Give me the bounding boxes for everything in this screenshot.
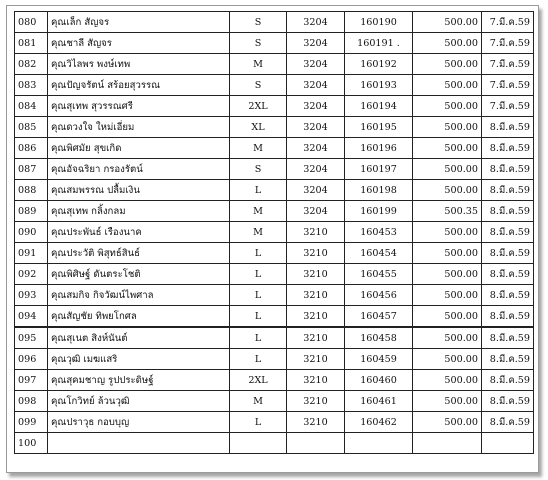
group-code-cell: 3210 [287,264,345,285]
table-row [15,306,534,328]
shirt-size-cell: L [230,327,287,349]
payment-date-cell: 8.มี.ค.59 [482,222,534,243]
table-row [15,201,534,222]
group-code-cell: 3210 [287,222,345,243]
shirt-size-cell: L [230,306,287,328]
shirt-size-cell: S [230,159,287,180]
amount-cell: 500.00 [413,75,482,96]
shirt-size-cell: 2XL [230,370,287,391]
amount-cell: 500.00 [413,285,482,306]
member-name-cell: คุณประพันธ์ เรืองนาค [48,222,230,243]
table-row [15,138,534,159]
payment-date-cell: 8.มี.ค.59 [482,327,534,349]
group-code-cell: 3204 [287,159,345,180]
group-code-cell: 3210 [287,306,345,328]
payment-date-cell: 8.มี.ค.59 [482,349,534,370]
row-number-cell: 100 [15,433,48,454]
amount-cell: 500.00 [413,349,482,370]
group-code-cell: 3210 [287,349,345,370]
member-name-cell: คุณพิศมัย สุขเกิด [48,138,230,159]
group-code-cell: 3204 [287,180,345,201]
receipt-number-cell: 160193 [345,75,413,96]
payment-date-cell: 7.มี.ค.59 [482,96,534,117]
receipt-number-cell: 160192 [345,54,413,75]
member-name-cell: คุณสุเทพ สุวรรณศรี [48,96,230,117]
receipt-number-cell: 160455 [345,264,413,285]
group-code-cell: 3210 [287,285,345,306]
member-name-cell [48,433,230,454]
receipt-number-cell: 160456 [345,285,413,306]
row-number-cell: 086 [15,138,48,159]
row-number-cell: 084 [15,96,48,117]
shirt-size-cell: M [230,391,287,412]
row-number-cell: 092 [15,264,48,285]
receipt-number-cell: 160191 . [345,33,413,54]
member-name-cell: คุณชาลี สัญจร [48,33,230,54]
row-number-cell: 087 [15,159,48,180]
table-row [15,327,534,349]
group-code-cell: 3204 [287,117,345,138]
payment-date-cell: 8.มี.ค.59 [482,285,534,306]
receipt-number-cell: 160194 [345,96,413,117]
group-code-cell [287,433,345,454]
receipt-number-cell: 160196 [345,138,413,159]
payment-date-cell: 7.มี.ค.59 [482,33,534,54]
receipt-number-cell: 160458 [345,327,413,349]
shirt-size-cell [230,433,287,454]
table-row [15,159,534,180]
group-code-cell: 3210 [287,327,345,349]
payment-date-cell: 8.มี.ค.59 [482,243,534,264]
member-name-cell: คุณเล็ก สัญจร [48,12,230,33]
amount-cell: 500.00 [413,12,482,33]
table-row [15,54,534,75]
group-code-cell: 3204 [287,33,345,54]
payment-date-cell [482,433,534,454]
group-code-cell: 3204 [287,201,345,222]
payment-date-cell: 8.มี.ค.59 [482,159,534,180]
row-number-cell: 098 [15,391,48,412]
table-row [15,180,534,201]
amount-cell: 500.00 [413,306,482,328]
payment-date-cell: 8.มี.ค.59 [482,180,534,201]
receipt-number-cell: 160462 [345,412,413,433]
group-code-cell: 3204 [287,96,345,117]
payment-date-cell: 8.มี.ค.59 [482,391,534,412]
shirt-size-cell: S [230,12,287,33]
amount-cell: 500.00 [413,370,482,391]
receipt-number-cell: 160460 [345,370,413,391]
row-number-cell: 081 [15,33,48,54]
amount-cell: 500.00 [413,243,482,264]
receipt-number-cell: 160195 [345,117,413,138]
group-code-cell: 3210 [287,391,345,412]
table-row [15,285,534,306]
amount-cell: 500.00 [413,391,482,412]
table-row [15,264,534,285]
row-number-cell: 082 [15,54,48,75]
payment-table [14,11,534,454]
member-name-cell: คุณสมพรรณ ปลื้มเงิน [48,180,230,201]
payment-date-cell: 7.มี.ค.59 [482,12,534,33]
table-row [15,75,534,96]
row-number-cell: 090 [15,222,48,243]
payment-date-cell: 8.มี.ค.59 [482,201,534,222]
amount-cell: 500.00 [413,96,482,117]
group-code-cell: 3210 [287,370,345,391]
member-name-cell: คุณสัญชัย ทิพยโกศล [48,306,230,328]
amount-cell: 500.00 [413,412,482,433]
row-number-cell: 093 [15,285,48,306]
shirt-size-cell: 2XL [230,96,287,117]
table-body [15,12,534,454]
member-name-cell: คุณสุเนต สิงห์นันต์ [48,327,230,349]
payment-date-cell: 8.มี.ค.59 [482,306,534,328]
member-name-cell: คุณวิไลพร พงษ์เทพ [48,54,230,75]
member-name-cell: คุณวุฒิ เมฆแสริ [48,349,230,370]
amount-cell: 500.35 [413,201,482,222]
shirt-size-cell: L [230,180,287,201]
member-name-cell: คุณประวัติ พิสุทธ์สินธ์ [48,243,230,264]
table-row [15,370,534,391]
document-page [6,5,539,473]
group-code-cell: 3204 [287,75,345,96]
table-row [15,412,534,433]
shirt-size-cell: M [230,222,287,243]
shirt-size-cell: L [230,285,287,306]
payment-date-cell: 8.มี.ค.59 [482,138,534,159]
shirt-size-cell: M [230,138,287,159]
amount-cell [413,433,482,454]
shirt-size-cell: L [230,264,287,285]
table-row [15,33,534,54]
member-name-cell: คุณสุคมชาญ รูปประดิษฐ์ [48,370,230,391]
receipt-number-cell: 160190 [345,12,413,33]
receipt-number-cell: 160459 [345,349,413,370]
receipt-number-cell: 160197 [345,159,413,180]
row-number-cell: 089 [15,201,48,222]
shirt-size-cell: L [230,349,287,370]
table-row [15,433,534,454]
group-code-cell: 3210 [287,412,345,433]
group-code-cell: 3210 [287,243,345,264]
row-number-cell: 091 [15,243,48,264]
receipt-number-cell: 160198 [345,180,413,201]
row-number-cell: 094 [15,306,48,328]
table-row [15,12,534,33]
member-name-cell: คุณโกวิทย์ ล้วนวุฒิ [48,391,230,412]
row-number-cell: 083 [15,75,48,96]
row-number-cell: 096 [15,349,48,370]
table-row [15,243,534,264]
payment-date-cell: 8.มี.ค.59 [482,264,534,285]
amount-cell: 500.00 [413,33,482,54]
member-name-cell: คุณปัญจรัตน์ สร้อยสุวรรณ [48,75,230,96]
row-number-cell: 080 [15,12,48,33]
amount-cell: 500.00 [413,138,482,159]
shirt-size-cell: L [230,412,287,433]
member-name-cell: คุณอัจฉริยา กรองรัตน์ [48,159,230,180]
receipt-number-cell: 160453 [345,222,413,243]
shirt-size-cell: L [230,243,287,264]
payment-date-cell: 8.มี.ค.59 [482,117,534,138]
member-name-cell: คุณดวงใจ ใหม่เอี่ยม [48,117,230,138]
group-code-cell: 3204 [287,54,345,75]
amount-cell: 500.00 [413,54,482,75]
amount-cell: 500.00 [413,180,482,201]
table-row [15,96,534,117]
row-number-cell: 085 [15,117,48,138]
table-row [15,349,534,370]
row-number-cell: 095 [15,327,48,349]
table-row [15,117,534,138]
receipt-number-cell: 160199 [345,201,413,222]
amount-cell: 500.00 [413,222,482,243]
amount-cell: 500.00 [413,327,482,349]
member-name-cell: คุณปราวุธ กอบบุญ [48,412,230,433]
receipt-number-cell: 160457 [345,306,413,328]
amount-cell: 500.00 [413,117,482,138]
receipt-number-cell [345,433,413,454]
amount-cell: 500.00 [413,159,482,180]
payment-date-cell: 7.มี.ค.59 [482,54,534,75]
member-name-cell: คุณพิศิษฐ์ ดันตระโชติ [48,264,230,285]
member-name-cell: คุณสมกิจ กิจวัฒน์ไพศาล [48,285,230,306]
receipt-number-cell: 160461 [345,391,413,412]
row-number-cell: 099 [15,412,48,433]
payment-date-cell: 7.มี.ค.59 [482,75,534,96]
row-number-cell: 088 [15,180,48,201]
shirt-size-cell: M [230,201,287,222]
payment-date-cell: 8.มี.ค.59 [482,412,534,433]
shirt-size-cell: S [230,75,287,96]
table-row [15,391,534,412]
payment-date-cell: 8.มี.ค.59 [482,370,534,391]
group-code-cell: 3204 [287,138,345,159]
receipt-number-cell: 160454 [345,243,413,264]
member-name-cell: คุณสุเทพ กลิ้งกลม [48,201,230,222]
group-code-cell: 3204 [287,12,345,33]
shirt-size-cell: M [230,54,287,75]
shirt-size-cell: S [230,33,287,54]
table-row [15,222,534,243]
row-number-cell: 097 [15,370,48,391]
shirt-size-cell: XL [230,117,287,138]
amount-cell: 500.00 [413,264,482,285]
